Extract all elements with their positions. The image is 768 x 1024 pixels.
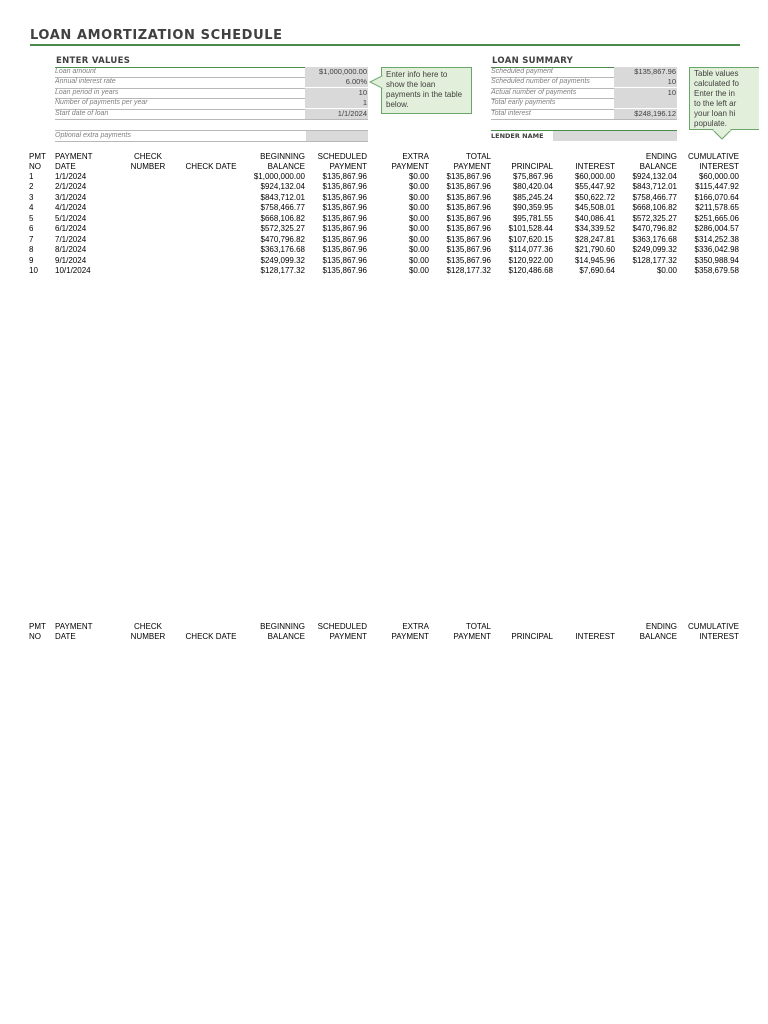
cell-ending-balance: $758,466.77 xyxy=(632,192,677,202)
callout-text-line: Table values xyxy=(694,69,739,78)
enter-value-value[interactable]: $1,000,000.00 xyxy=(305,67,368,77)
cell-total-payment: $135,867.96 xyxy=(446,224,491,234)
summary-value[interactable]: $135,867.96 xyxy=(614,67,677,77)
cell-principal: $95,781.55 xyxy=(512,213,553,223)
cell-pmt-no: 4 xyxy=(29,203,34,213)
cell-interest: $50,622.72 xyxy=(574,192,615,202)
title-divider xyxy=(30,44,740,46)
cell-interest: $40,086.41 xyxy=(574,213,615,223)
cell-payment-date: 1/1/2024 xyxy=(55,172,87,181)
cell-principal: $120,486.68 xyxy=(508,266,553,276)
column-header-pmt-no: PMT NO xyxy=(29,622,46,641)
cell-payment-date: 2/1/2024 xyxy=(55,182,87,192)
cell-ending-balance: $249,099.32 xyxy=(632,245,677,255)
cell-beginning-balance: $572,325.27 xyxy=(260,224,305,234)
cell-pmt-no: 5 xyxy=(29,213,34,223)
cell-scheduled-payment: $135,867.96 xyxy=(322,192,367,202)
column-header-interest: INTEREST xyxy=(575,631,615,641)
cell-cumulative-interest: $211,578.65 xyxy=(695,203,739,213)
cell-payment-date: 7/1/2024 xyxy=(55,234,87,244)
cell-scheduled-payment: $135,867.96 xyxy=(322,234,367,244)
enter-value-label: Number of payments per year xyxy=(55,99,148,107)
cell-total-payment: $128,177.32 xyxy=(446,266,491,276)
summary-label: Scheduled payment xyxy=(491,68,553,75)
cell-payment-date: 10/1/2024 xyxy=(55,266,91,276)
page-title: LOAN AMORTIZATION SCHEDULE xyxy=(30,28,283,43)
enter-value-label: Loan amount xyxy=(55,68,96,75)
cell-cumulative-interest: $251,665.06 xyxy=(694,213,739,223)
cell-principal: $85,245.24 xyxy=(512,192,553,202)
cell-interest: $14,945.96 xyxy=(574,255,615,265)
column-header-total-payment: TOTAL PAYMENT xyxy=(453,152,491,171)
column-header-scheduled-payment: SCHEDULED PAYMENT xyxy=(317,622,367,641)
cell-pmt-no: 3 xyxy=(29,192,34,202)
cell-cumulative-interest: $60,000.00 xyxy=(698,172,739,181)
cell-scheduled-payment: $135,867.96 xyxy=(322,213,367,223)
cell-interest: $55,447.92 xyxy=(574,182,615,192)
column-header-ending-balance: ENDING BALANCE xyxy=(639,152,677,171)
cell-interest: $21,790.60 xyxy=(574,245,615,255)
cell-principal: $90,359.95 xyxy=(512,203,553,213)
cell-pmt-no: 6 xyxy=(29,224,34,234)
cell-cumulative-interest: $166,070.64 xyxy=(694,192,739,202)
cell-extra-payment: $0.00 xyxy=(408,255,429,265)
cell-principal: $80,420.04 xyxy=(512,182,553,192)
cell-extra-payment: $0.00 xyxy=(408,172,429,181)
cell-extra-payment: $0.00 xyxy=(408,245,429,255)
cell-ending-balance: $924,132.04 xyxy=(632,172,677,181)
cell-extra-payment: $0.00 xyxy=(408,213,429,223)
cell-pmt-no: 9 xyxy=(29,255,34,265)
cell-total-payment: $135,867.96 xyxy=(446,192,491,202)
cell-cumulative-interest: $358,679.58 xyxy=(694,266,739,276)
callout-pointer xyxy=(369,75,383,89)
cell-scheduled-payment: $135,867.96 xyxy=(322,172,367,181)
cell-cumulative-interest: $336,042.98 xyxy=(694,245,739,255)
column-header-beginning-balance: BEGINNING BALANCE xyxy=(260,152,305,171)
callout-text-line: to the left ar xyxy=(694,99,737,108)
extra-payments-row[interactable] xyxy=(55,130,368,142)
cell-total-payment: $135,867.96 xyxy=(446,234,491,244)
cell-total-payment: $135,867.96 xyxy=(446,172,491,181)
cell-payment-date: 6/1/2024 xyxy=(55,224,87,234)
cell-pmt-no: 2 xyxy=(29,182,34,192)
cell-principal: $75,867.96 xyxy=(512,172,553,181)
cell-extra-payment: $0.00 xyxy=(408,203,429,213)
cell-beginning-balance: $668,106.82 xyxy=(260,213,305,223)
cell-interest: $28,247.81 xyxy=(574,234,615,244)
cell-ending-balance: $128,177.32 xyxy=(632,255,677,265)
enter-value-value[interactable]: 10 xyxy=(305,88,368,98)
column-header-total-payment: TOTAL PAYMENT xyxy=(453,622,491,641)
cell-extra-payment: $0.00 xyxy=(408,234,429,244)
summary-label: Scheduled number of payments xyxy=(491,78,590,86)
column-header-interest: INTEREST xyxy=(575,161,615,171)
summary-label: Total early payments xyxy=(491,99,556,107)
cell-total-payment: $135,867.96 xyxy=(446,213,491,223)
cell-ending-balance: $572,325.27 xyxy=(632,213,677,223)
cell-principal: $101,528.44 xyxy=(508,224,553,234)
cell-cumulative-interest: $314,252.38 xyxy=(694,234,739,244)
column-header-cumulative-interest: CUMULATIVE INTEREST xyxy=(688,152,739,171)
lender-row[interactable] xyxy=(491,130,677,141)
instruction-callout: Enter info here to show the loan payments in the table below. xyxy=(381,67,472,114)
callout-pointer-down xyxy=(712,129,732,141)
cell-cumulative-interest: $115,447.92 xyxy=(695,182,739,192)
column-header-check-date: CHECK DATE xyxy=(185,161,237,171)
cell-principal: $120,922.00 xyxy=(508,255,553,265)
cell-total-payment: $135,867.96 xyxy=(446,255,491,265)
loan-summary-heading: LOAN SUMMARY xyxy=(492,56,574,66)
column-header-scheduled-payment: SCHEDULED PAYMENT xyxy=(317,152,367,171)
summary-label: Total interest xyxy=(491,109,531,117)
cell-extra-payment: $0.00 xyxy=(408,266,429,276)
column-header-extra-payment: EXTRA PAYMENT xyxy=(391,152,429,171)
cell-beginning-balance: $128,177.32 xyxy=(260,266,305,276)
cell-cumulative-interest: $286,004.57 xyxy=(694,224,739,234)
cell-beginning-balance: $470,796.82 xyxy=(260,234,305,244)
enter-value-value[interactable]: 1/1/2024 xyxy=(305,109,368,119)
cell-payment-date: 8/1/2024 xyxy=(55,245,87,255)
enter-value-value[interactable]: 1 xyxy=(305,98,368,108)
summary-label: Actual number of payments xyxy=(491,88,577,96)
callout-text-line: populate. xyxy=(694,119,727,128)
column-header-pmt-no: PMT NO xyxy=(29,152,46,171)
cell-beginning-balance: $363,176.68 xyxy=(260,245,305,255)
column-header-check-number: CHECK NUMBER xyxy=(130,152,166,171)
column-header-principal: PRINCIPAL xyxy=(511,161,553,171)
cell-beginning-balance: $843,712.01 xyxy=(260,192,305,202)
cell-interest: $60,000.00 xyxy=(574,172,615,181)
cell-ending-balance: $668,106.82 xyxy=(632,203,677,213)
cell-scheduled-payment: $135,867.96 xyxy=(322,245,367,255)
cell-scheduled-payment: $135,867.96 xyxy=(322,224,367,234)
summary-value[interactable]: $248,196.12 xyxy=(614,109,677,119)
cell-extra-payment: $0.00 xyxy=(408,192,429,202)
cell-pmt-no: 1 xyxy=(29,172,34,181)
column-header-principal: PRINCIPAL xyxy=(511,631,553,641)
cell-ending-balance: $363,176.68 xyxy=(632,234,677,244)
cell-payment-date: 3/1/2024 xyxy=(55,192,87,202)
cell-extra-payment: $0.00 xyxy=(408,224,429,234)
cell-total-payment: $135,867.96 xyxy=(446,203,491,213)
column-header-payment-date: PAYMENT DATE xyxy=(55,152,93,171)
column-header-check-number: CHECK NUMBER xyxy=(130,622,166,641)
cell-extra-payment: $0.00 xyxy=(408,182,429,192)
summary-value[interactable]: 10 xyxy=(614,77,677,87)
cell-beginning-balance: $758,466.77 xyxy=(260,203,305,213)
cell-interest: $7,690.64 xyxy=(579,266,615,276)
enter-value-label: Start date of loan xyxy=(55,109,109,117)
cell-scheduled-payment: $135,867.96 xyxy=(322,255,367,265)
enter-values-heading: ENTER VALUES xyxy=(56,56,131,66)
extra-payments-input[interactable] xyxy=(306,131,368,141)
callout-text-line: your loan hi xyxy=(694,109,736,118)
lender-name-input[interactable] xyxy=(553,131,677,141)
cell-beginning-balance: $249,099.32 xyxy=(260,255,305,265)
cell-principal: $107,620.15 xyxy=(508,234,553,244)
cell-payment-date: 4/1/2024 xyxy=(55,203,87,213)
cell-pmt-no: 7 xyxy=(29,234,34,244)
summary-row[interactable] xyxy=(491,109,677,120)
cell-pmt-no: 8 xyxy=(29,245,34,255)
cell-beginning-balance: $924,132.04 xyxy=(260,182,305,192)
column-header-cumulative-interest: CUMULATIVE INTEREST xyxy=(688,622,739,641)
column-header-extra-payment: EXTRA PAYMENT xyxy=(391,622,429,641)
callout-text-line: Enter the in xyxy=(694,89,735,98)
cell-ending-balance: $470,796.82 xyxy=(632,224,677,234)
enter-value-label: Loan period in years xyxy=(55,88,119,96)
cell-pmt-no: 10 xyxy=(29,266,38,276)
cell-scheduled-payment: $135,867.96 xyxy=(322,266,367,276)
enter-value-row[interactable] xyxy=(55,109,368,120)
cell-principal: $114,077.36 xyxy=(509,245,553,255)
enter-value-value[interactable]: 6.00% xyxy=(305,77,368,87)
extra-payments-label: Optional extra payments xyxy=(55,132,131,139)
enter-value-label: Annual interest rate xyxy=(55,78,116,86)
summary-value[interactable]: 10 xyxy=(614,88,677,98)
cell-ending-balance: $0.00 xyxy=(656,266,677,276)
cell-total-payment: $135,867.96 xyxy=(446,245,491,255)
callout-text-line: calculated fo xyxy=(694,79,739,88)
cell-ending-balance: $843,712.01 xyxy=(632,182,677,192)
cell-payment-date: 5/1/2024 xyxy=(55,213,87,223)
column-header-payment-date: PAYMENT DATE xyxy=(55,622,93,641)
calculated-values-callout xyxy=(689,67,759,130)
cell-payment-date: 9/1/2024 xyxy=(55,255,87,265)
cell-scheduled-payment: $135,867.96 xyxy=(322,182,367,192)
cell-total-payment: $135,867.96 xyxy=(446,182,491,192)
cell-interest: $34,339.52 xyxy=(574,224,615,234)
cell-interest: $45,508.01 xyxy=(574,203,615,213)
cell-scheduled-payment: $135,867.96 xyxy=(322,203,367,213)
lender-label: LENDER NAME xyxy=(491,132,544,140)
cell-cumulative-interest: $350,988.94 xyxy=(694,255,739,265)
summary-value[interactable] xyxy=(614,98,677,108)
column-header-check-date: CHECK DATE xyxy=(185,631,237,641)
column-header-ending-balance: ENDING BALANCE xyxy=(639,622,677,641)
column-header-beginning-balance: BEGINNING BALANCE xyxy=(260,622,305,641)
cell-beginning-balance: $1,000,000.00 xyxy=(253,172,305,181)
